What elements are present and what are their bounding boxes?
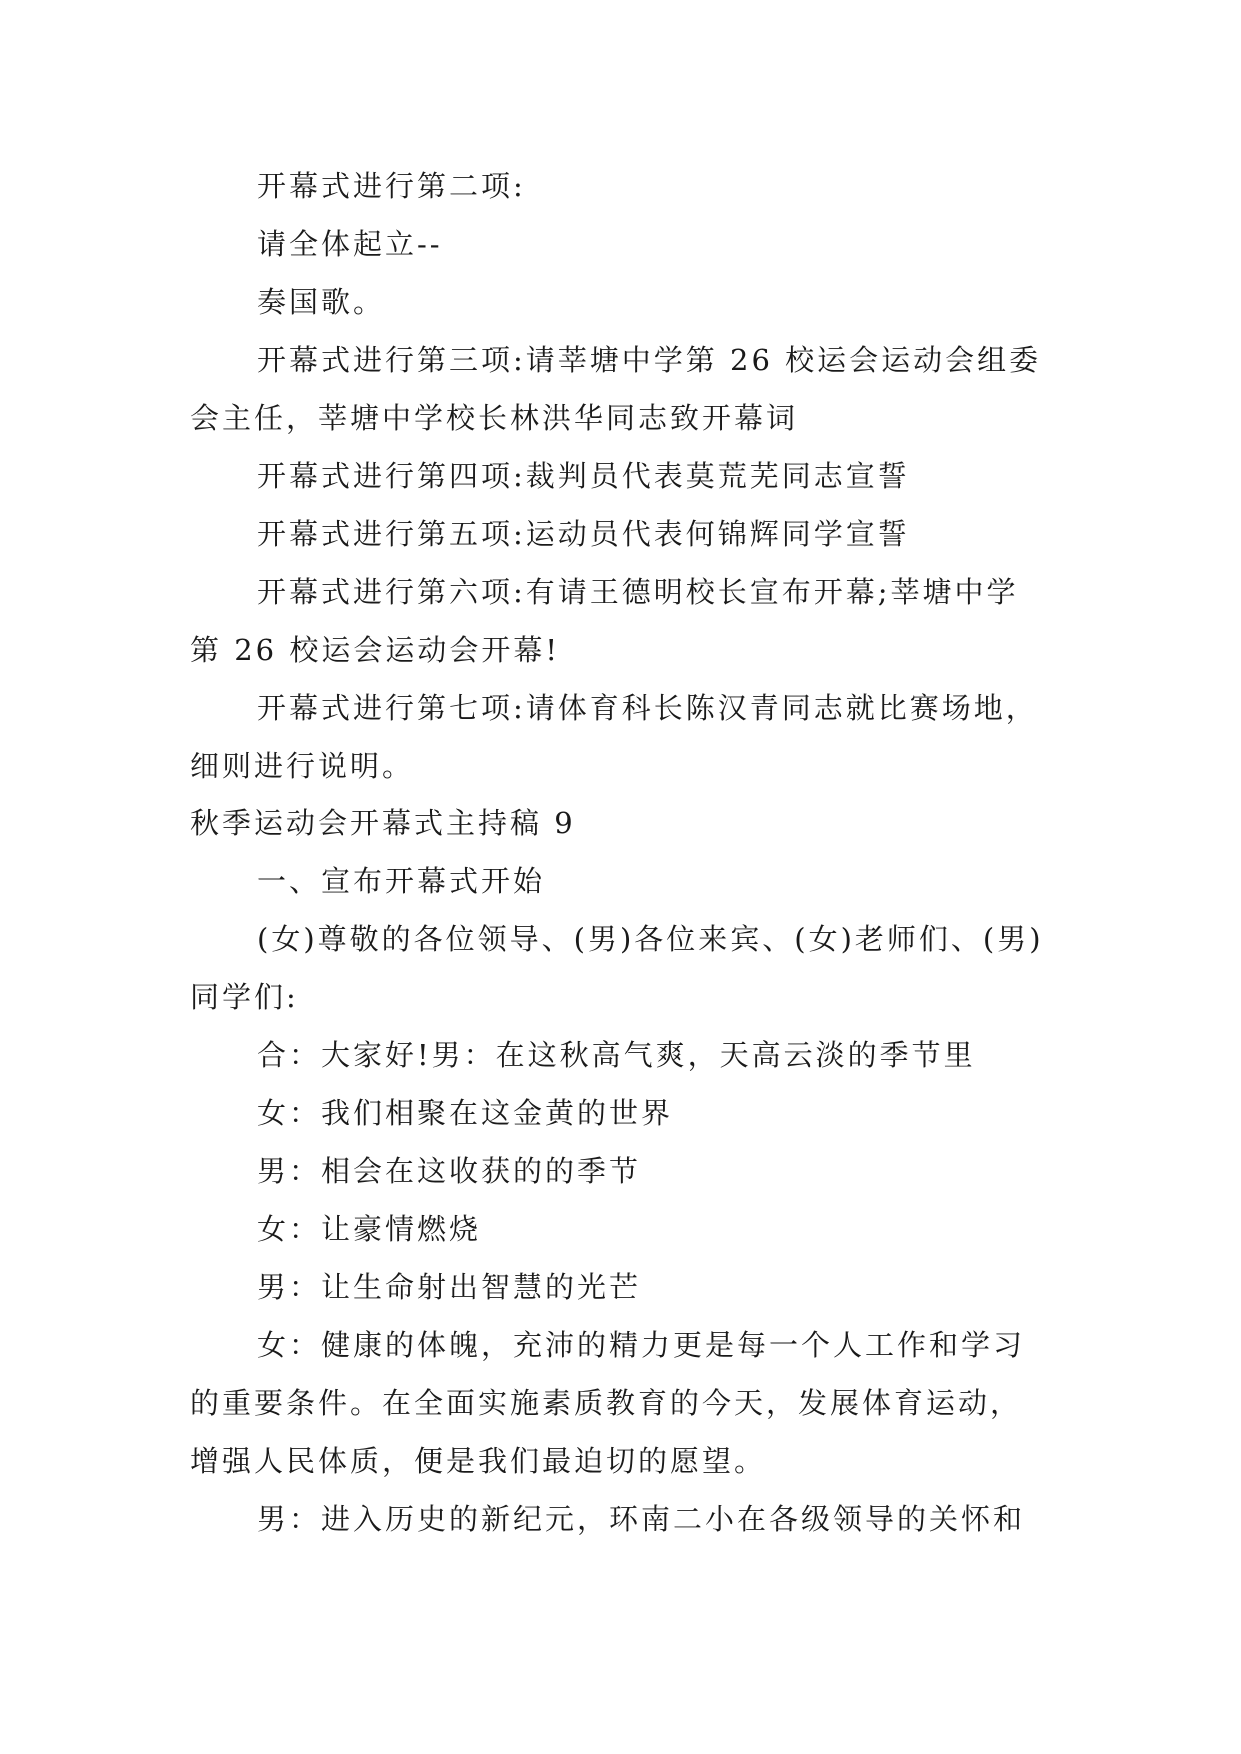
text-line: 第 26 校运会运动会开幕! [190, 633, 560, 667]
text-line: 男：让生命射出智慧的光芒 [257, 1270, 642, 1304]
text-line: 开幕式进行第七项:请体育科长陈汉青同志就比赛场地， [257, 691, 1038, 725]
text-line: (女)尊敬的各位领导、(男)各位来宾、(女)老师们、(男) [257, 922, 1044, 956]
text-line: 请全体起立-- [257, 227, 443, 261]
section-heading: 秋季运动会开幕式主持稿 9 [190, 806, 576, 840]
text-line: 男：相会在这收获的的季节 [257, 1154, 642, 1188]
text-line: 女：健康的体魄，充沛的精力更是每一个人工作和学习 [257, 1328, 1026, 1362]
text-line: 男：进入历史的新纪元，环南二小在各级领导的关怀和 [257, 1502, 1026, 1536]
text-line: 女：我们相聚在这金黄的世界 [257, 1096, 674, 1130]
text-line: 细则进行说明。 [190, 749, 415, 783]
text-line: 开幕式进行第四项:裁判员代表莫荒芜同志宣誓 [257, 459, 910, 493]
text-line: 增强人民体质，便是我们最迫切的愿望。 [190, 1444, 767, 1478]
text-line: 女：让豪情燃烧 [257, 1212, 482, 1246]
text-line: 奏国歌。 [257, 285, 386, 319]
text-line: 开幕式进行第六项:有请王德明校长宣布开幕;莘塘中学 [257, 575, 1019, 609]
text-line: 会主任，莘塘中学校长林洪华同志致开幕词 [190, 401, 799, 435]
text-line: 开幕式进行第二项: [257, 169, 526, 203]
text-line: 合：大家好!男：在这秋高气爽，天高云淡的季节里 [257, 1038, 976, 1072]
text-line: 开幕式进行第三项:请莘塘中学第 26 校运会运动会组委 [257, 343, 1042, 377]
text-line: 的重要条件。在全面实施素质教育的今天，发展体育运动， [190, 1386, 1023, 1420]
text-line: 同学们: [190, 980, 299, 1014]
text-line: 开幕式进行第五项:运动员代表何锦辉同学宣誓 [257, 517, 910, 551]
text-line: 一、宣布开幕式开始 [257, 864, 546, 898]
